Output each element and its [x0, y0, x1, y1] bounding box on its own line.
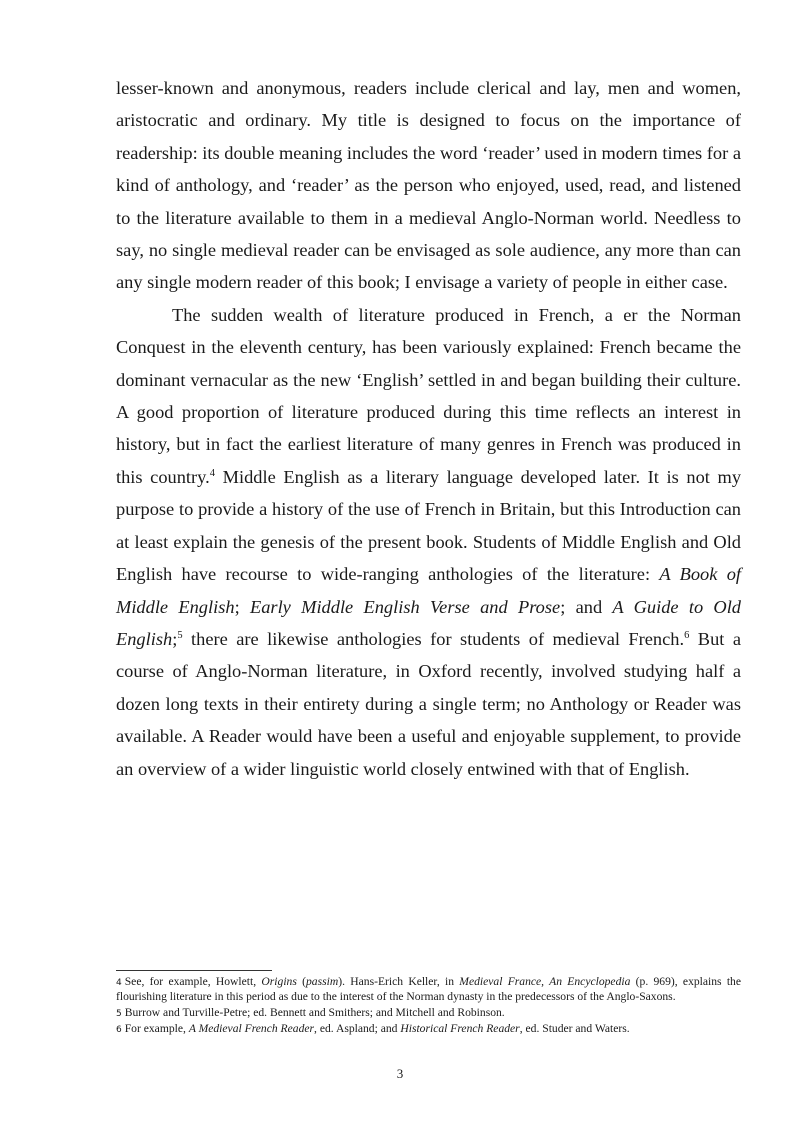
footnote-number: 5 [116, 1008, 122, 1019]
footnote-text: Burrow and Turville-Petre; ed. Bennett and Smithers; and Mitchell and Robinson. [124, 1005, 505, 1019]
footnote-text: See, for example, Howlett, [124, 975, 262, 988]
footnote-title: passim [306, 975, 339, 988]
paragraph-2-text-c: there are likewise anthologies for students of medieval French. [182, 628, 685, 649]
book-title-old-english: A Guide to Old English [116, 596, 742, 649]
footnote-title: Historical French Reader [400, 1022, 520, 1036]
page-body [116, 72, 741, 785]
footnote-text: ). Hans-Erich Keller, in [338, 975, 460, 988]
footnote-ref-6[interactable]: 6 [684, 629, 690, 641]
footnote-text: ( [296, 975, 306, 988]
footnote-title: A Medieval French Reader [188, 1022, 315, 1036]
separator-2: ; and [560, 596, 613, 617]
paragraph-2-text-a: The sudden wealth of literature produced in French, a er the Norman Conquest in the eleventh century, has been variously explained: French became the dominant vernacular as the new ‘English’ settled in and began building their culture. A good proportion of literature produced during this time reflects an interest in history, but in fact the earliest literature of many genres in French was produced in this country. [116, 304, 741, 487]
footnote-divider [116, 970, 272, 971]
paragraph-2-text-b: Middle English as a literary language developed later. It is not my purpose to provide a history of the use of French in Britain, but this Introduction can at least explain the genesis of the present book. Students of Middle English and Old English have recourse to wide-ranging anthologies of the literature: [116, 466, 742, 585]
book-title-middle-english: A Book of Middle English [116, 564, 741, 617]
book-title-early-middle-english: Early Middle English Verse and Prose [249, 596, 561, 617]
footnote-6 [116, 1022, 741, 1037]
footnote-text: , ed. Studer and Waters. [519, 1022, 630, 1036]
paragraph-2 [116, 299, 741, 785]
footnote-title: Medieval France, An Encyclopedia [459, 975, 631, 988]
footnote-number: 4 [116, 978, 122, 988]
paragraph-1-text: lesser-known and anonymous, readers include clerical and lay, men and women, aristocratic and ordinary. My title is designed to focus on the importance of readership: its double meaning includes the word ‘reader’ used in modern times for a kind of anthology, and ‘reader’ as the person who enjoyed, used, read, and listened to the literature available to them in a medieval Anglo-Norman world. Needless to say, no single medieval reader can be envisaged as sole audience, any more than can any single modern reader of this book; I envisage a variety of people in either case. [116, 78, 741, 293]
paragraph-2-text-d: But a course of Anglo-Norman literature, in Oxford recently, involved studying half a dozen long texts in their entirety during a single term; no Anthology or Reader was available. A Reader would have been a useful and enjoyable supplement, to provide an overview of a wider linguistic world closely entwined with that of English. [116, 628, 741, 779]
paragraph-1 [116, 72, 741, 299]
footnote-number: 6 [116, 1025, 122, 1036]
footnotes [116, 970, 741, 1039]
footnote-ref-4[interactable]: 4 [209, 467, 216, 479]
footnote-4 [116, 975, 741, 1005]
separator-1: ; [234, 596, 250, 617]
separator-3: ; [172, 628, 178, 649]
footnote-text: (p. 969), explains the flourishing literature in this period as due to the interest of the Norman dynasty in the predecessors of the Anglo-Saxons. [116, 975, 741, 1004]
page-number: 3 [396, 1066, 404, 1081]
footnote-5 [116, 1006, 741, 1021]
footnote-ref-5[interactable]: 5 [177, 629, 183, 641]
footnote-title: Origins [261, 975, 297, 988]
footnote-text: For example, [124, 1022, 189, 1036]
footnote-text: , ed. Aspland; and [314, 1022, 401, 1036]
